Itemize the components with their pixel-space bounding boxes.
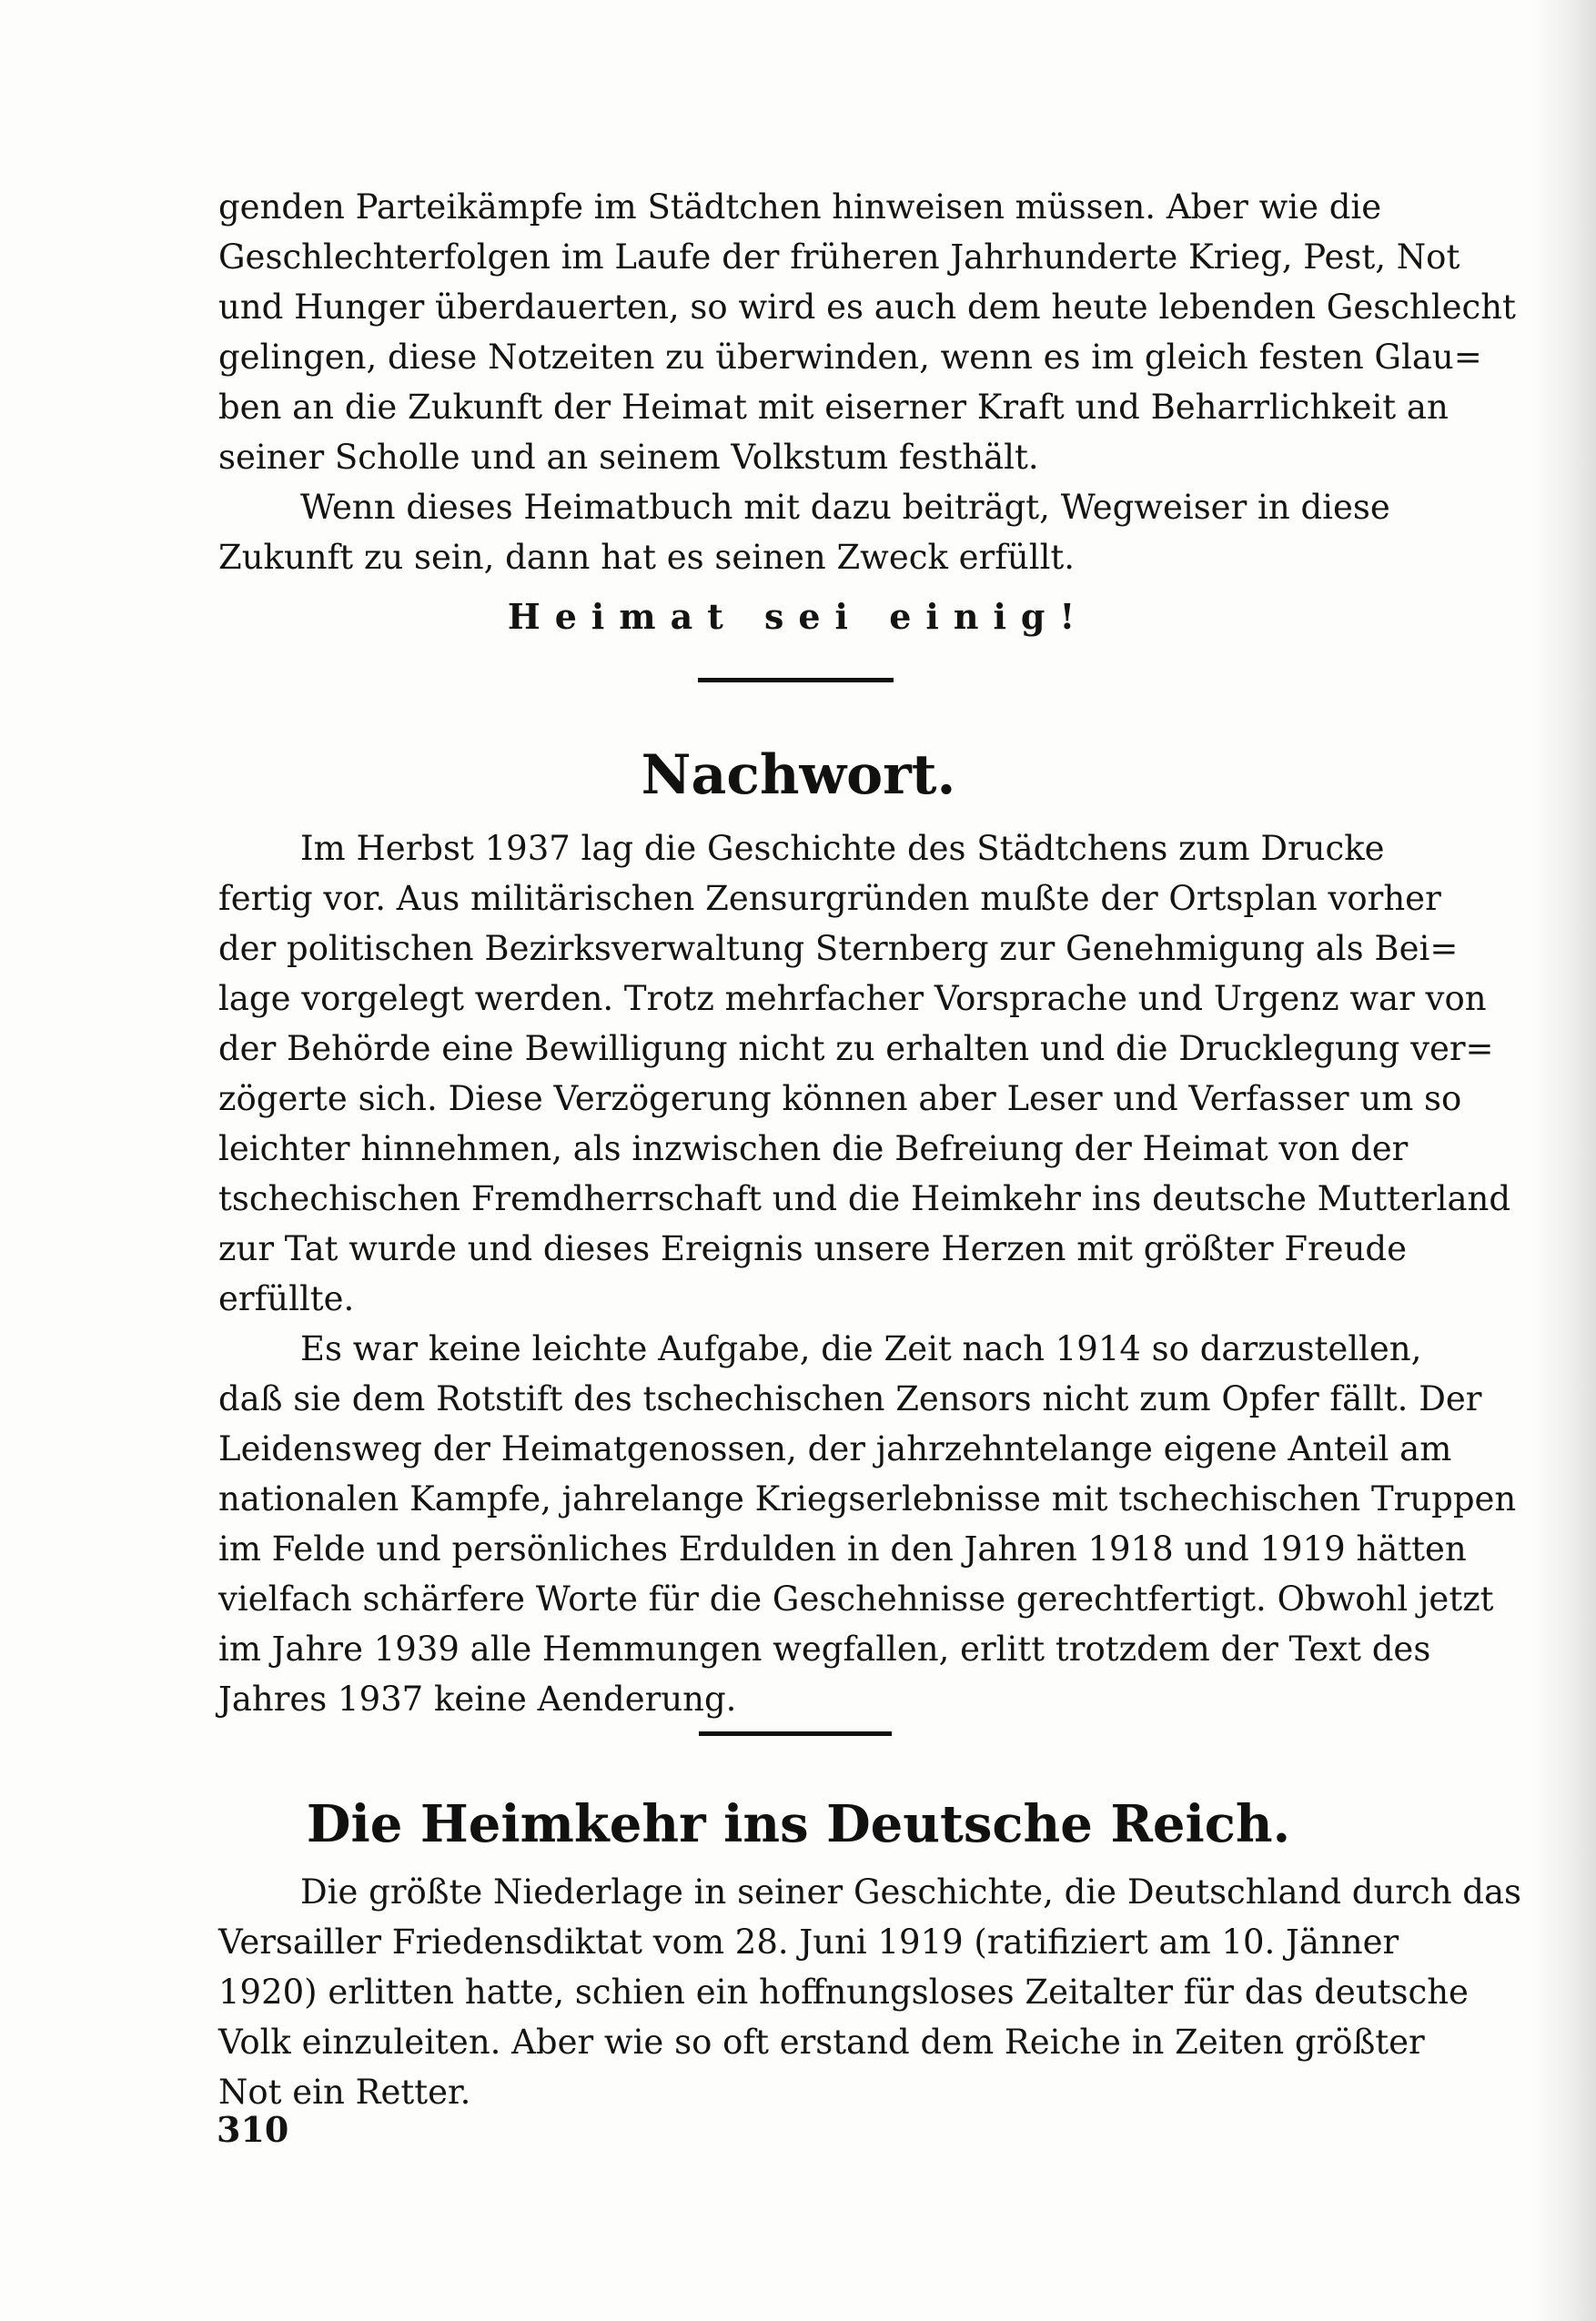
text-line: 1920) erlitten hatte, schien ein hoffnungsloses Zeitalter für das deutsche <box>218 1973 1469 2012</box>
text-line: Die größte Niederlage in seiner Geschichte, die Deutschland durch das <box>300 1872 1522 1912</box>
text-line: und Hunger überdauerten, so wird es auch dem heute lebenden Geschlecht <box>218 288 1516 327</box>
text-line: Wenn dieses Heimatbuch mit dazu beiträgt, Wegweiser in diese <box>300 488 1390 527</box>
text-line: Versailler Friedensdiktat vom 28. Juni 1919 (ratifiziert am 10. Jänner <box>218 1922 1399 1962</box>
page-edge-shadow <box>1532 0 1596 2321</box>
text-line: leichter hinnehmen, als inzwischen die Befreiung der Heimat von der <box>218 1129 1409 1168</box>
page-number: 310 <box>217 2109 289 2150</box>
text-line: lage vorgelegt werden. Trotz mehrfacher Vorsprache und Urgenz war von <box>218 979 1487 1018</box>
text-line: vielfach schärfere Worte für die Geschehnisse gerechtfertigt. Obwohl jetzt <box>218 1579 1494 1619</box>
text-line: im Jahre 1939 alle Hemmungen wegfallen, erlitt trotzdem der Text des <box>218 1630 1431 1669</box>
paragraph-nachwort <box>218 823 1517 1724</box>
text-line: tschechischen Fremdherrschaft und die Heimkehr ins deutsche Mutterland <box>218 1179 1511 1218</box>
text-line: Zukunft zu sein, dann hat es seinen Zweck erfüllt. <box>218 538 1076 577</box>
text-line: fertig vor. Aus militärischen Zensurgründen mußte der Ortsplan vorher <box>218 879 1441 918</box>
text-line: Not ein Retter. <box>218 2073 471 2112</box>
text-line: Jahres 1937 keine Aenderung. <box>218 1680 737 1719</box>
text-line: zur Tat wurde und dieses Ereignis unsere Herzen mit größter Freude <box>218 1229 1407 1268</box>
paragraph-closing <box>218 182 1516 582</box>
heading-heimkehr: Die Heimkehr ins Deutsche Reich. <box>306 1794 1291 1854</box>
text-line: erfüllte. <box>218 1279 355 1318</box>
text-line: im Felde und persönliches Erdulden in den Jahren 1918 und 1919 hätten <box>218 1529 1467 1569</box>
paragraph-heimkehr <box>218 1867 1522 2117</box>
text-line: seiner Scholle und an seinem Volkstum festhält. <box>218 438 1039 477</box>
text-line: nationalen Kampfe, jahrelange Kriegserlebnisse mit tschechischen Truppen <box>218 1479 1517 1519</box>
text-line: genden Parteikämpfe im Städtchen hinweisen müssen. Aber wie die <box>218 187 1382 227</box>
text-line: ben an die Zukunft der Heimat mit eiserner Kraft und Beharrlichkeit an <box>218 388 1449 427</box>
text-line: der politischen Bezirksverwaltung Sternberg zur Genehmigung als Bei= <box>218 929 1459 968</box>
text-line: daß sie dem Rotstift des tschechischen Zensors nicht zum Opfer fällt. Der <box>218 1379 1482 1418</box>
section-divider <box>698 678 894 682</box>
text-line: Leidensweg der Heimatgenossen, der jahrzehntelange eigene Anteil am <box>218 1429 1452 1468</box>
text-line: Volk einzuleiten. Aber wie so oft erstand dem Reiche in Zeiten größter <box>218 2023 1425 2062</box>
text-line: der Behörde eine Bewilligung nicht zu erhalten und die Drucklegung ver= <box>218 1029 1494 1068</box>
text-line: zögerte sich. Diese Verzögerung können aber Leser und Verfasser um so <box>218 1079 1462 1118</box>
text-line: Es war keine leichte Aufgabe, die Zeit nach 1914 so darzustellen, <box>300 1329 1422 1368</box>
text-line: Im Herbst 1937 lag die Geschichte des Städtchens zum Drucke <box>300 829 1385 868</box>
text-line: Geschlechterfolgen im Laufe der früheren Jahrhunderte Krieg, Pest, Not <box>218 237 1460 277</box>
section-divider <box>699 1731 892 1736</box>
heading-nachwort: Nachwort. <box>641 743 956 807</box>
motto: Heimat sei einig! <box>507 596 1090 637</box>
text-line: gelingen, diese Notzeiten zu überwinden, wenn es im gleich festen Glau= <box>218 338 1482 377</box>
